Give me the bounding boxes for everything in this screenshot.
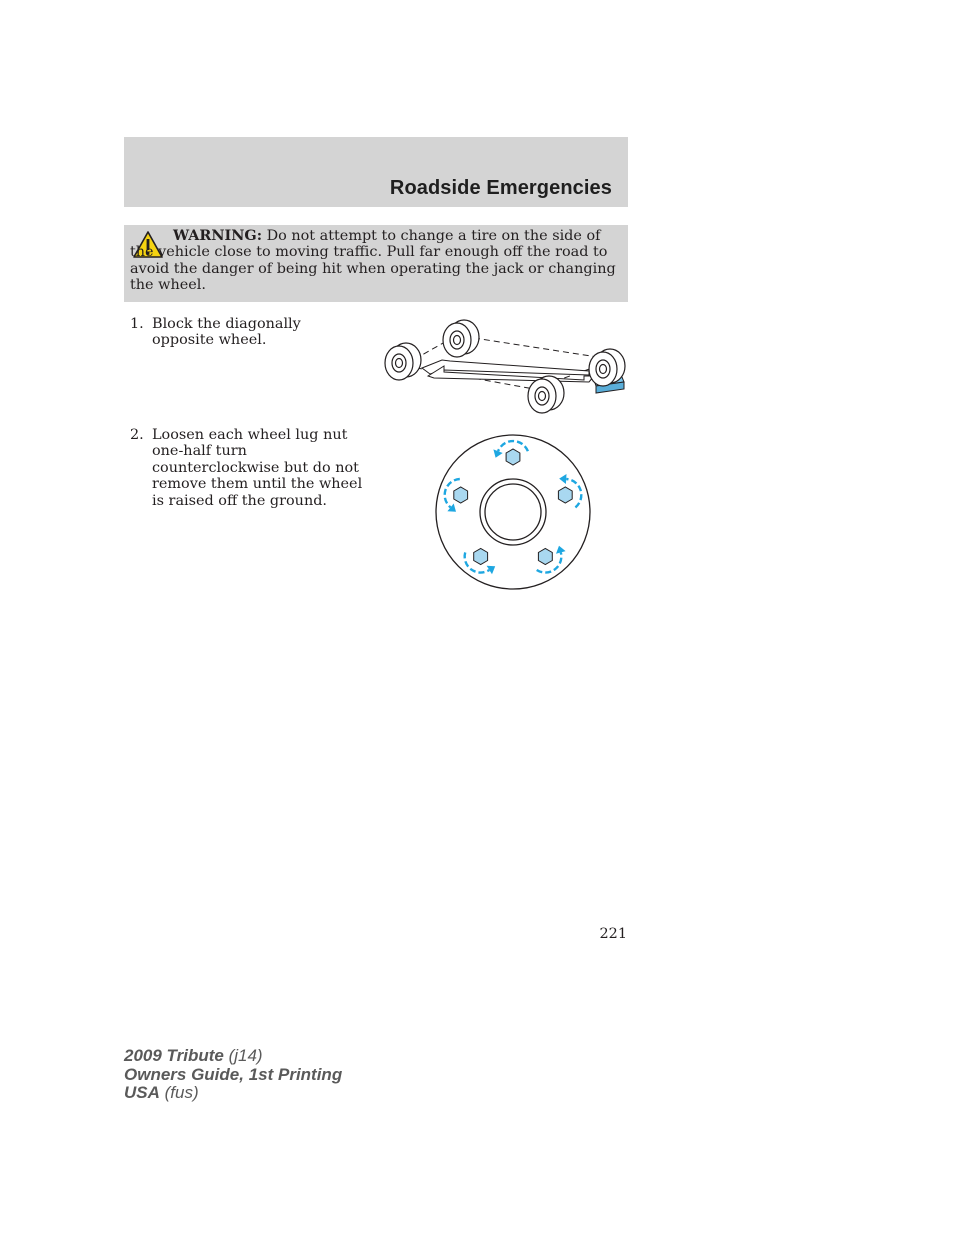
lug-nut bbox=[538, 549, 552, 565]
step-2-text: Loosen each wheel lug nut one-half turn counterclockwise but do not remove them until the wheel is raised off the ground. bbox=[152, 427, 363, 509]
footer-line-2: Owners Guide, 1st Printing bbox=[124, 1064, 343, 1084]
warning-label: WARNING: bbox=[173, 227, 263, 244]
section-header-band bbox=[124, 137, 628, 207]
page-number: 221 bbox=[599, 926, 627, 942]
step-1 bbox=[130, 316, 362, 349]
step-2 bbox=[130, 427, 366, 509]
footer-line-3: USA (fus) bbox=[124, 1083, 199, 1102]
section-title: Roadside Emergencies bbox=[389, 177, 612, 199]
lug-nut bbox=[506, 449, 520, 465]
step-2-number: 2. bbox=[130, 427, 144, 443]
warning-text bbox=[130, 228, 616, 293]
lug-nut bbox=[474, 549, 488, 565]
step-1-text: Block the diagonally opposite wheel. bbox=[152, 316, 301, 349]
footer bbox=[124, 1047, 342, 1103]
step-1-number: 1. bbox=[130, 316, 144, 332]
footer-line-1: 2009 Tribute (j14) bbox=[124, 1046, 263, 1065]
lug-nut bbox=[454, 487, 468, 503]
lug-nut bbox=[558, 487, 572, 503]
vehicle-wheels-blocked-diagram bbox=[384, 316, 632, 416]
warning-box bbox=[124, 225, 628, 302]
wheel-lug-nuts-loosen-diagram bbox=[430, 430, 596, 596]
warning-body: Do not attempt to change a tire on the side of the vehicle close to moving traffic. Pull far enough off the road to avoid the danger of being hit when operating the jack or changing the wheel. bbox=[130, 228, 616, 293]
